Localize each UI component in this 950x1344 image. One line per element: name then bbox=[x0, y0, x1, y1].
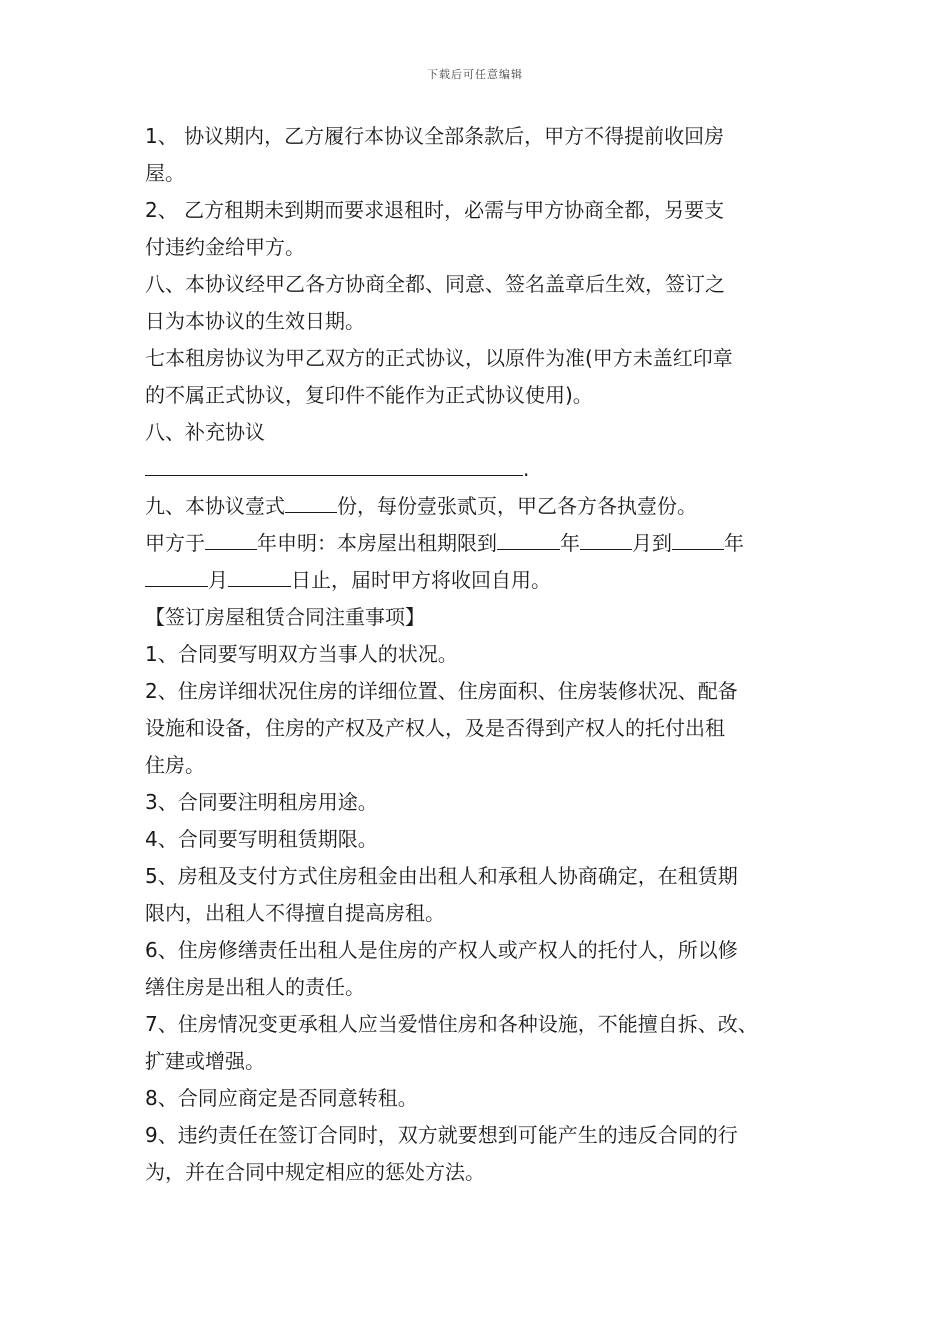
supplement-blank-line bbox=[145, 451, 825, 488]
text-line: 八、补充协议 bbox=[145, 420, 265, 444]
text-line: 2、住房详细状况住房的详细位置、住房面积、住房装修状况、配备 bbox=[145, 679, 738, 703]
text-line: 的不属正式协议，复印件不能作为正式协议使用)。 bbox=[145, 383, 593, 407]
text-line: 扩建或增强。 bbox=[145, 1049, 265, 1073]
text-line: 7、住房情况变更承租人应当爱惜住房和各种设施，不能擅自拆、改、 bbox=[145, 1012, 758, 1036]
text-line: 屋。 bbox=[145, 161, 185, 185]
fill-in-blank[interactable] bbox=[580, 527, 632, 550]
text-line: 4、合同要写明租赁期限。 bbox=[145, 827, 378, 851]
text-segment: 年 bbox=[560, 531, 580, 555]
line-end-mark: . bbox=[523, 457, 530, 481]
copies-line bbox=[145, 488, 825, 525]
text-segment: 九、本协议壹式 bbox=[145, 494, 285, 518]
fill-in-blank[interactable] bbox=[672, 527, 724, 550]
text-line: 1、 协议期内，乙方履行本协议全部条款后，甲方不得提前收回房 bbox=[145, 124, 725, 148]
term-line bbox=[145, 525, 825, 562]
text-line: 6、住房修缮责任出租人是住房的产权人或产权人的托付人，所以修 bbox=[145, 938, 738, 962]
text-line: 设施和设备，住房的产权及产权人，及是否得到产权人的托付出租 bbox=[145, 716, 725, 740]
text-line: 3、合同要注明租房用途。 bbox=[145, 790, 378, 814]
text-segment: 年申明：本房屋出租期限到 bbox=[257, 531, 497, 555]
fill-in-blank[interactable] bbox=[228, 564, 291, 587]
text-segment: 甲方于 bbox=[145, 531, 205, 555]
text-line: 七本租房协议为甲乙双方的正式协议，以原件为准(甲方未盖红印章 bbox=[145, 346, 733, 370]
section-heading: 【签订房屋租赁合同注重事项】 bbox=[145, 605, 425, 629]
fill-in-blank[interactable] bbox=[205, 527, 257, 550]
text-line: 缮住房是出租人的责任。 bbox=[145, 975, 365, 999]
document-body bbox=[145, 118, 825, 1191]
text-line: 住房。 bbox=[145, 753, 205, 777]
term-end-line bbox=[145, 562, 825, 599]
text-segment: 年 bbox=[724, 531, 744, 555]
fill-in-blank[interactable] bbox=[497, 527, 560, 550]
fill-in-blank[interactable] bbox=[285, 490, 337, 513]
text-line: 5、房租及支付方式住房租金由出租人和承租人协商确定，在租赁期 bbox=[145, 864, 738, 888]
text-segment: 月到 bbox=[632, 531, 672, 555]
text-line: 1、合同要写明双方当事人的状况。 bbox=[145, 642, 458, 666]
text-line: 限内，出租人不得擅自提高房租。 bbox=[145, 901, 445, 925]
fill-in-blank[interactable] bbox=[145, 564, 208, 587]
header-note: 下载后可任意编辑 bbox=[427, 68, 523, 81]
text-line: 为，并在合同中规定相应的惩处方法。 bbox=[145, 1160, 485, 1184]
fill-in-blank[interactable] bbox=[145, 453, 523, 476]
text-line: 八、本协议经甲乙各方协商全都、同意、签名盖章后生效，签订之 bbox=[145, 272, 725, 296]
text-segment: 份，每份壹张贰页，甲乙各方各执壹份。 bbox=[337, 494, 697, 518]
text-line: 2、 乙方租期未到期而要求退租时，必需与甲方协商全都，另要支 bbox=[145, 198, 725, 222]
text-segment: 日止，届时甲方将收回自用。 bbox=[291, 568, 551, 592]
text-line: 9、违约责任在签订合同时，双方就要想到可能产生的违反合同的行 bbox=[145, 1123, 738, 1147]
text-line: 付违约金给甲方。 bbox=[145, 235, 305, 259]
text-line: 日为本协议的生效日期。 bbox=[145, 309, 365, 333]
text-segment: 月 bbox=[208, 568, 228, 592]
text-line: 8、合同应商定是否同意转租。 bbox=[145, 1086, 418, 1110]
